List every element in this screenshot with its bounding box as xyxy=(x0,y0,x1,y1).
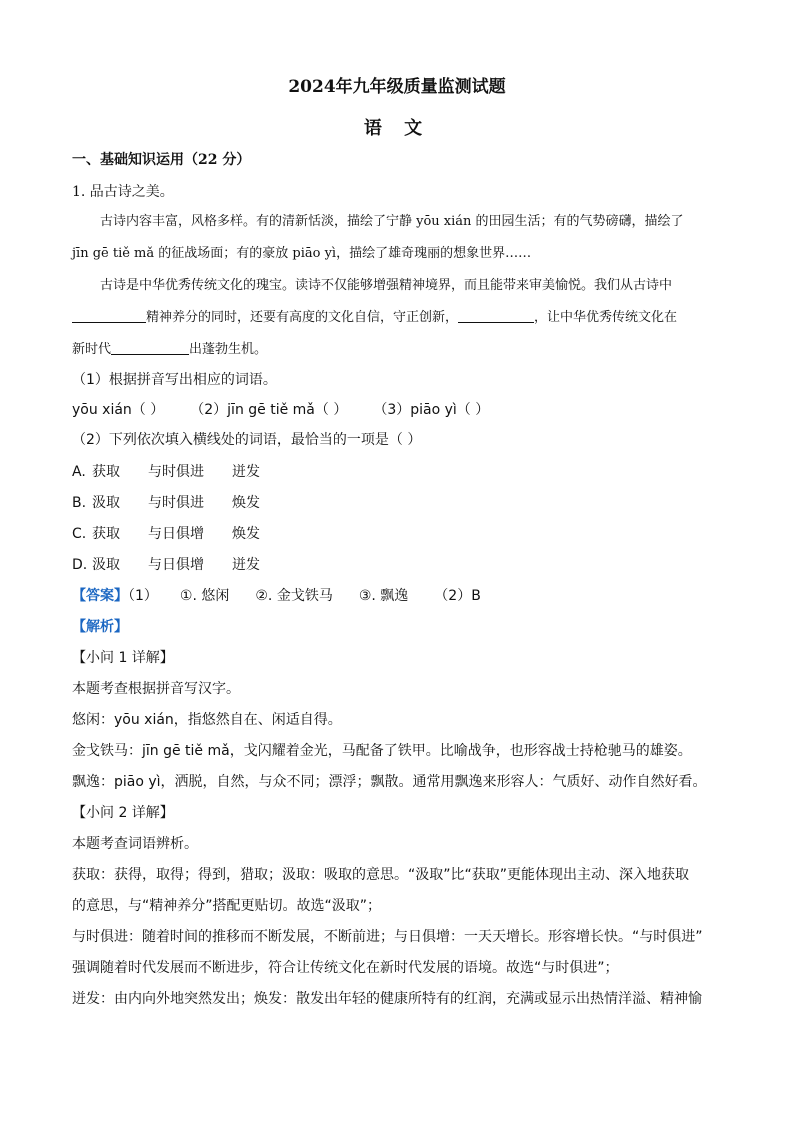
analysis-text: 金戈铁马：jīn gē tiě mǎ，戈闪耀着金光，马配备了铁甲。比喻战争，也形容战士持枪驰马的雄姿。 xyxy=(72,743,692,759)
option-word: 迸发 xyxy=(232,557,260,573)
passage-text: 精神养分的同时，还要有高度的文化自信，守正创新， xyxy=(146,310,459,325)
section-heading: 一、基础知识运用（22 分） xyxy=(72,152,251,168)
analysis-text: 强调随着时代发展而不断进步，符合让传统文化在新时代发展的语境。故选“与时俱进”； xyxy=(72,960,619,976)
passage-line-4 xyxy=(72,308,722,328)
answer-item: ③. 飘逸 xyxy=(358,588,409,604)
question-stem: 1. 品古诗之美。 xyxy=(72,184,174,200)
option-word: 与时俱进 xyxy=(148,495,204,511)
option-word: 汲取 xyxy=(92,557,120,573)
passage-text: 出蓬勃生机。 xyxy=(189,342,268,357)
analysis-text: 获取：获得，取得；得到，猎取；汲取：吸取的意思。“汲取”比“获取”更能体现出主动、深入地获取 xyxy=(72,867,690,883)
answer-item: （2）B xyxy=(434,588,481,604)
option-a[interactable] xyxy=(72,462,722,482)
analysis-text: 迸发：由内向外地突然发出；焕发：散发出年轻的健康所特有的红润，充满或显示出热情洋溢、精神愉 xyxy=(72,991,702,1007)
pinyin-item: （3）piāo yì（ ） xyxy=(373,402,490,418)
subquestion-1: （1）根据拼音写出相应的词语。 xyxy=(72,372,277,388)
analysis-text: 本题考查词语辨析。 xyxy=(72,836,198,852)
analysis-text: 本题考查根据拼音写汉字。 xyxy=(72,681,240,697)
option-letter: B. xyxy=(72,495,87,511)
analysis-text: 飘逸：piāo yì，洒脱，自然，与众不同；漂浮；飘散。通常用飘逸来形容人：气质好、动作自然好看。 xyxy=(72,774,707,790)
answer-label: 【答案】 xyxy=(72,588,128,604)
passage-text: 新时代 xyxy=(72,342,112,357)
analysis-text: 悠闲：yōu xián，指悠然自在、闲适自得。 xyxy=(72,712,342,728)
option-letter: C. xyxy=(72,526,87,542)
fill-blank-3[interactable] xyxy=(111,340,189,355)
answer-item: ②. 金戈铁马 xyxy=(255,588,333,604)
analysis-subheading-1: 【小问 1 详解】 xyxy=(72,650,174,666)
option-b[interactable] xyxy=(72,493,722,513)
pinyin-row xyxy=(72,400,722,420)
analysis-text: 与时俱进：随着时间的推移而不断发展，不断前进；与日俱增：一天天增长。形容增长快。“与时俱进” xyxy=(72,929,703,945)
option-word: 与日俱增 xyxy=(148,526,204,542)
fill-blank-2[interactable] xyxy=(458,308,534,323)
option-word: 与日俱增 xyxy=(148,557,204,573)
option-word: 与时俱进 xyxy=(148,464,204,480)
option-word: 获取 xyxy=(92,464,120,480)
answer-item: ①. 悠闲 xyxy=(179,588,230,604)
pinyin-item: （2）jīn gē tiě mǎ（ ） xyxy=(190,402,348,418)
option-word: 获取 xyxy=(92,526,120,542)
passage-text: ，让中华优秀传统文化在 xyxy=(534,310,678,325)
passage-line-5 xyxy=(72,340,722,360)
answer-row xyxy=(72,586,722,606)
passage-line-1: 古诗内容丰富，风格多样。有的清新恬淡，描绘了宁静 yōu xián 的田园生活；有的气势磅礴，描绘了 xyxy=(100,214,684,229)
option-word: 焕发 xyxy=(232,495,260,511)
option-word: 迸发 xyxy=(232,464,260,480)
answer-part: （1） xyxy=(128,588,158,604)
passage-line-3: 古诗是中华优秀传统文化的瑰宝。读诗不仅能够增强精神境界，而且能带来审美愉悦。我们从古诗中 xyxy=(100,278,673,293)
option-d[interactable] xyxy=(72,555,722,575)
option-word: 汲取 xyxy=(92,495,120,511)
option-letter: A. xyxy=(72,464,86,480)
subquestion-2: （2）下列依次填入横线处的词语，最恰当的一项是（ ） xyxy=(72,432,422,448)
analysis-label: 【解析】 xyxy=(72,619,128,635)
option-c[interactable] xyxy=(72,524,722,544)
passage-line-2: jīn gē tiě mǎ 的征战场面；有的豪放 piāo yì，描绘了雄奇瑰丽的想象世界…… xyxy=(72,246,532,261)
option-word: 焕发 xyxy=(232,526,260,542)
pinyin-item: yōu xián（ ） xyxy=(72,402,165,418)
analysis-subheading-2: 【小问 2 详解】 xyxy=(72,805,174,821)
subject-title: 语 文 xyxy=(363,118,431,139)
exam-title: 2024年九年级质量监测试题 xyxy=(288,77,506,97)
analysis-text: 的意思，与“精神养分”搭配更贴切。故选“汲取”； xyxy=(72,898,382,914)
option-letter: D. xyxy=(72,557,88,573)
fill-blank-1[interactable] xyxy=(72,308,146,323)
